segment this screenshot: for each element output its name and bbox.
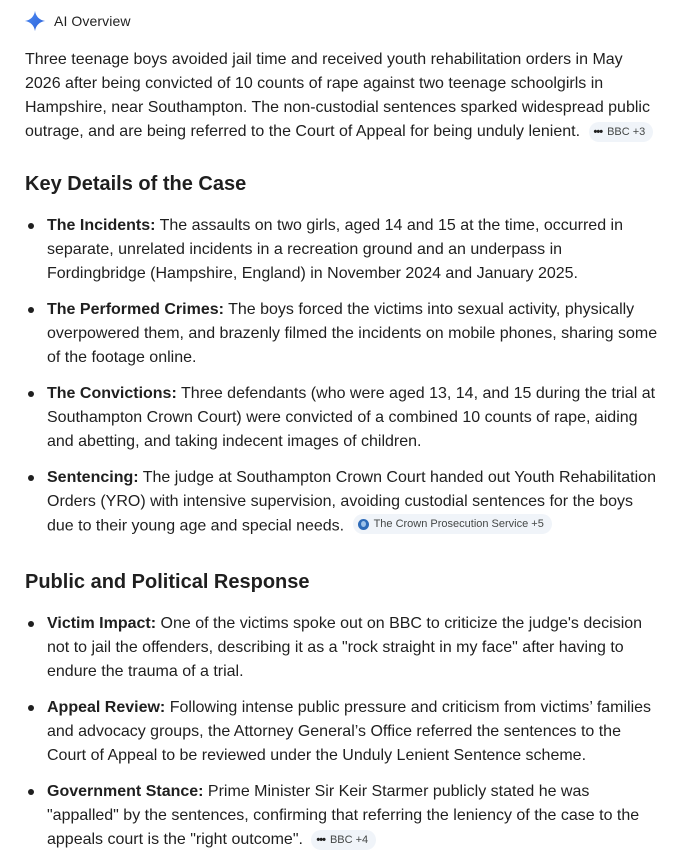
item-text: The boys forced the victims into sexual activity, physically overpowered them, and brazenly filmed the incidents on mobile phones, sharing some of the footage online. [47, 301, 658, 366]
item-text: The assaults on two girls, aged 14 and 15 at the time, occurred in separate, unrelated incidents in a recreation ground and an underpass in Fordingbridge (Hampshire, England) in November 2024 and January 2025. [47, 217, 623, 282]
item-text: Three defendants (who were aged 13, 14, and 15 during the trial at Southampton Crown Court) were convicted of a combined 10 counts of rape, aiding and abetting, and taking indecent images of children. [47, 385, 656, 450]
item-label: The Convictions: [47, 385, 177, 402]
more-dots-icon: ••• [316, 833, 325, 846]
item-label: Sentencing: [47, 469, 139, 486]
sparkle-icon [24, 10, 46, 32]
source-chip-cps[interactable] [353, 514, 552, 534]
list-item [25, 298, 659, 370]
list-item [25, 696, 659, 768]
source-chip-label: The Crown Prosecution Service +5 [373, 518, 544, 530]
item-text: The judge at Southampton Crown Court handed out Youth Rehabilitation Orders (YRO) with intensive supervision, avoiding custodial sentences for the boys due to their young age and special needs. [47, 469, 656, 535]
item-label: The Performed Crimes: [47, 301, 224, 318]
list-item [25, 382, 659, 454]
source-chip-bbc[interactable] [589, 122, 654, 142]
globe-icon [358, 519, 369, 530]
item-text: Following intense public pressure and criticism from victims’ families and advocacy groups, the Attorney General’s Office referred the sentences to the Court of Appeal to be reviewed under the Unduly Lenient Sentence scheme. [47, 698, 652, 764]
item-text: One of the victims spoke out on BBC to criticize the judge's decision not to jail the offenders, describing it as a "rock straight in my face" after having to endure the trauma of a trial. [47, 614, 643, 680]
list-item [25, 780, 659, 852]
item-label: The Incidents: [47, 217, 156, 234]
item-label: Appeal Review: [47, 698, 166, 716]
intro-paragraph [25, 48, 659, 144]
item-label: Victim Impact: [47, 614, 157, 632]
list-item [25, 612, 659, 684]
source-chip-label: BBC +4 [329, 833, 369, 846]
list-item [25, 214, 659, 286]
list-item [25, 466, 659, 539]
source-chip-label: BBC +3 [607, 126, 646, 138]
item-text: Prime Minister Sir Keir Starmer publicly stated he was "appalled" by the sentences, confirming that referring the leniency of the case to the appeals court is the "right outcome". [47, 782, 640, 848]
intro-text: Three teenage boys avoided jail time and received youth rehabilitation orders in May 2026 after being convicted of 10 counts of rape against two teenage schoolgirls in Hampshire, near Southampton. The non-custodial sentences sparked widespread public outrage, and are being referred to the Court of Appeal for being unduly lenient. [25, 51, 650, 140]
key-details-list [25, 214, 659, 539]
ai-overview [0, 9, 683, 852]
section-heading-public-response: Public and Political Response [25, 570, 310, 593]
source-chip-bbc[interactable] [311, 830, 376, 850]
ai-overview-title: AI Overview [54, 13, 131, 29]
ai-overview-header [24, 9, 659, 33]
public-response-list [25, 612, 659, 852]
more-dots-icon: ••• [593, 126, 603, 138]
section-heading-key-details: Key Details of the Case [25, 173, 247, 195]
item-label: Government Stance: [47, 782, 204, 800]
